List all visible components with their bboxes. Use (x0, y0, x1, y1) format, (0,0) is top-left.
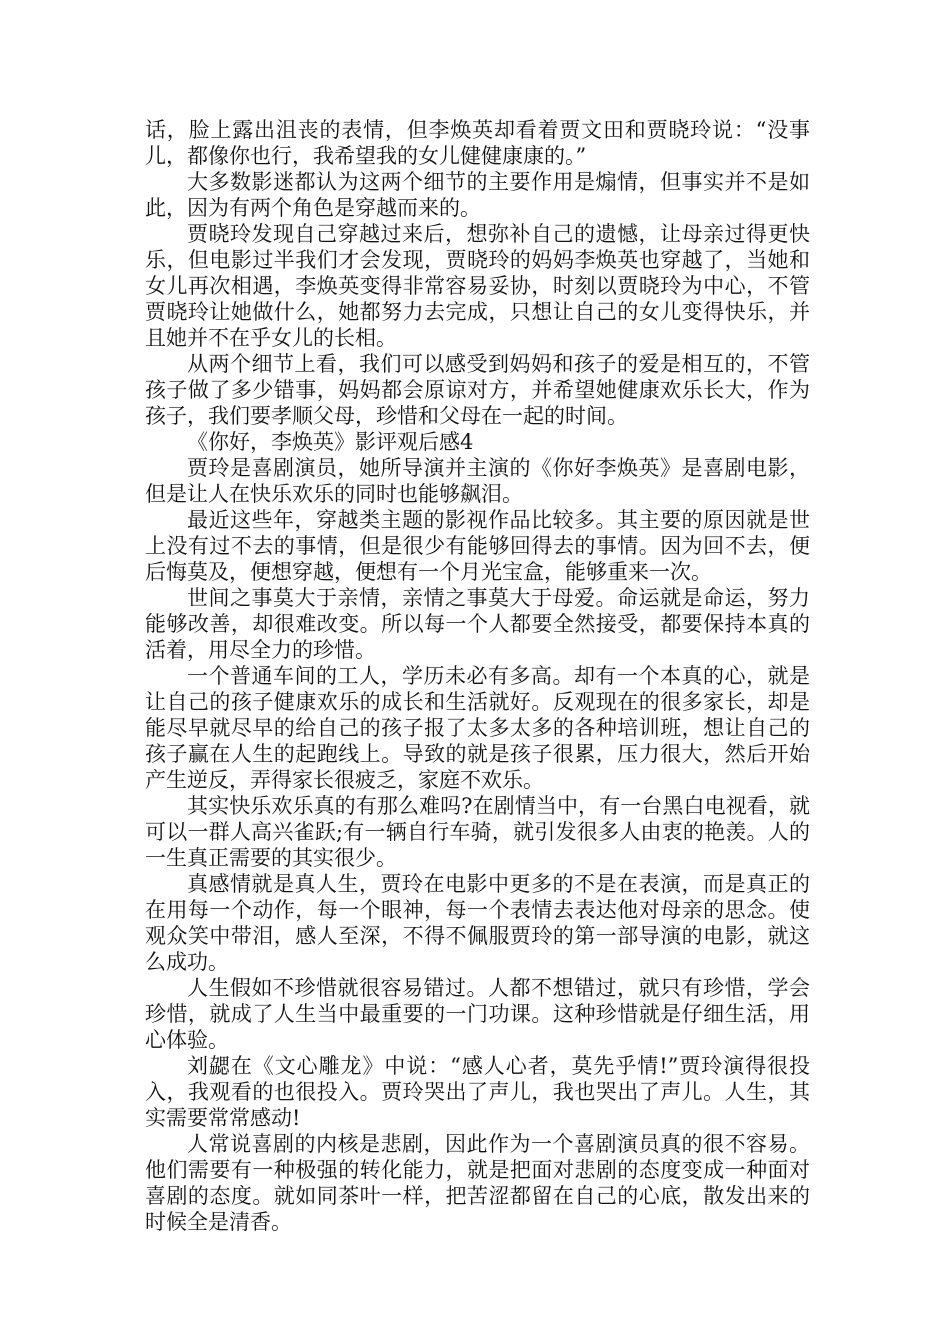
paragraph: 贾晓玲发现自己穿越过来后，想弥补自己的遗憾，让母亲过得更快乐，但电影过半我们才会发现，贾晓玲的妈妈李焕英也穿越了，当她和女儿再次相遇，李焕英变得非常容易妥协，时刻以贾晓玲为中心，不管贾晓玲让她做什么，她都努力去完成，只想让自己的女儿变得快乐，并且她并不在乎女儿的长相。 (145, 222, 810, 350)
paragraph: 刘勰在《文心雕龙》中说：“感人心者，莫先乎情!”贾玲演得很投入，我观看的也很投入。贾玲哭出了声儿，我也哭出了声儿。人生，其实需要常常感动! (145, 1054, 810, 1130)
paragraph: 人常说喜剧的内核是悲剧，因此作为一个喜剧演员真的很不容易。他们需要有一种极强的转化能力，就是把面对悲剧的态度变成一种面对喜剧的态度。就如同茶叶一样，把苦涩都留在自己的心底，散发出来的时候全是清香。 (145, 1132, 810, 1234)
paragraph: 一个普通车间的工人，学历未必有多高。却有一个本真的心，就是让自己的孩子健康欢乐的成长和生活就好。反观现在的很多家长，却是能尽早就尽早的给自己的孩子报了太多太多的各种培训班，想让自己的孩子赢在人生的起跑线上。导致的就是孩子很累，压力很大，然后开始产生逆反，弄得家长很疲乏，家庭不欢乐。 (145, 664, 810, 792)
paragraph: 贾玲是喜剧演员，她所导演并主演的《你好李焕英》是喜剧电影，但是让人在快乐欢乐的同时也能够飙泪。 (145, 456, 810, 506)
paragraph-continuation: 话，脸上露出沮丧的表情，但李焕英却看着贾文田和贾晓玲说：“没事儿，都像你也行，我希望我的女儿健健康康的。” (145, 118, 810, 168)
paragraph: 最近这些年，穿越类主题的影视作品比较多。其主要的原因就是世上没有过不去的事情，但是很少有能够回得去的事情。因为回不去，便后悔莫及，便想穿越，便想有一个月光宝盒，能够重来一次。 (145, 508, 810, 584)
document-body (145, 117, 810, 1235)
paragraph: 大多数影迷都认为这两个细节的主要作用是煽情，但事实并不是如此，因为有两个角色是穿越而来的。 (145, 170, 810, 220)
paragraph: 从两个细节上看，我们可以感受到妈妈和孩子的爱是相互的，不管孩子做了多少错事，妈妈都会原谅对方，并希望她健康欢乐长大，作为孩子，我们要孝顺父母，珍惜和父母在一起的时间。 (145, 352, 810, 428)
paragraph: 真感情就是真人生，贾玲在电影中更多的不是在表演，而是真正的在用每一个动作，每一个眼神，每一个表情去表达他对母亲的思念。使观众笑中带泪，感人至深，不得不佩服贾玲的第一部导演的电影，就这么成功。 (145, 872, 810, 974)
section-heading: 《你好，李焕英》影评观后感4 (187, 430, 474, 454)
paragraph: 人生假如不珍惜就很容易错过。人都不想错过，就只有珍惜，学会珍惜，就成了人生当中最重要的一门功课。这种珍惜就是仔细生活，用心体验。 (145, 976, 810, 1052)
paragraph: 世间之事莫大于亲情，亲情之事莫大于母爱。命运就是命运，努力能够改善，却很难改变。所以每一个人都要全然接受，都要保持本真的活着，用尽全力的珍惜。 (145, 586, 810, 662)
paragraph: 其实快乐欢乐真的有那么难吗?在剧情当中，有一台黑白电视看，就可以一群人高兴雀跃;有一辆自行车骑，就引发很多人由衷的艳羡。人的一生真正需要的其实很少。 (145, 794, 810, 870)
